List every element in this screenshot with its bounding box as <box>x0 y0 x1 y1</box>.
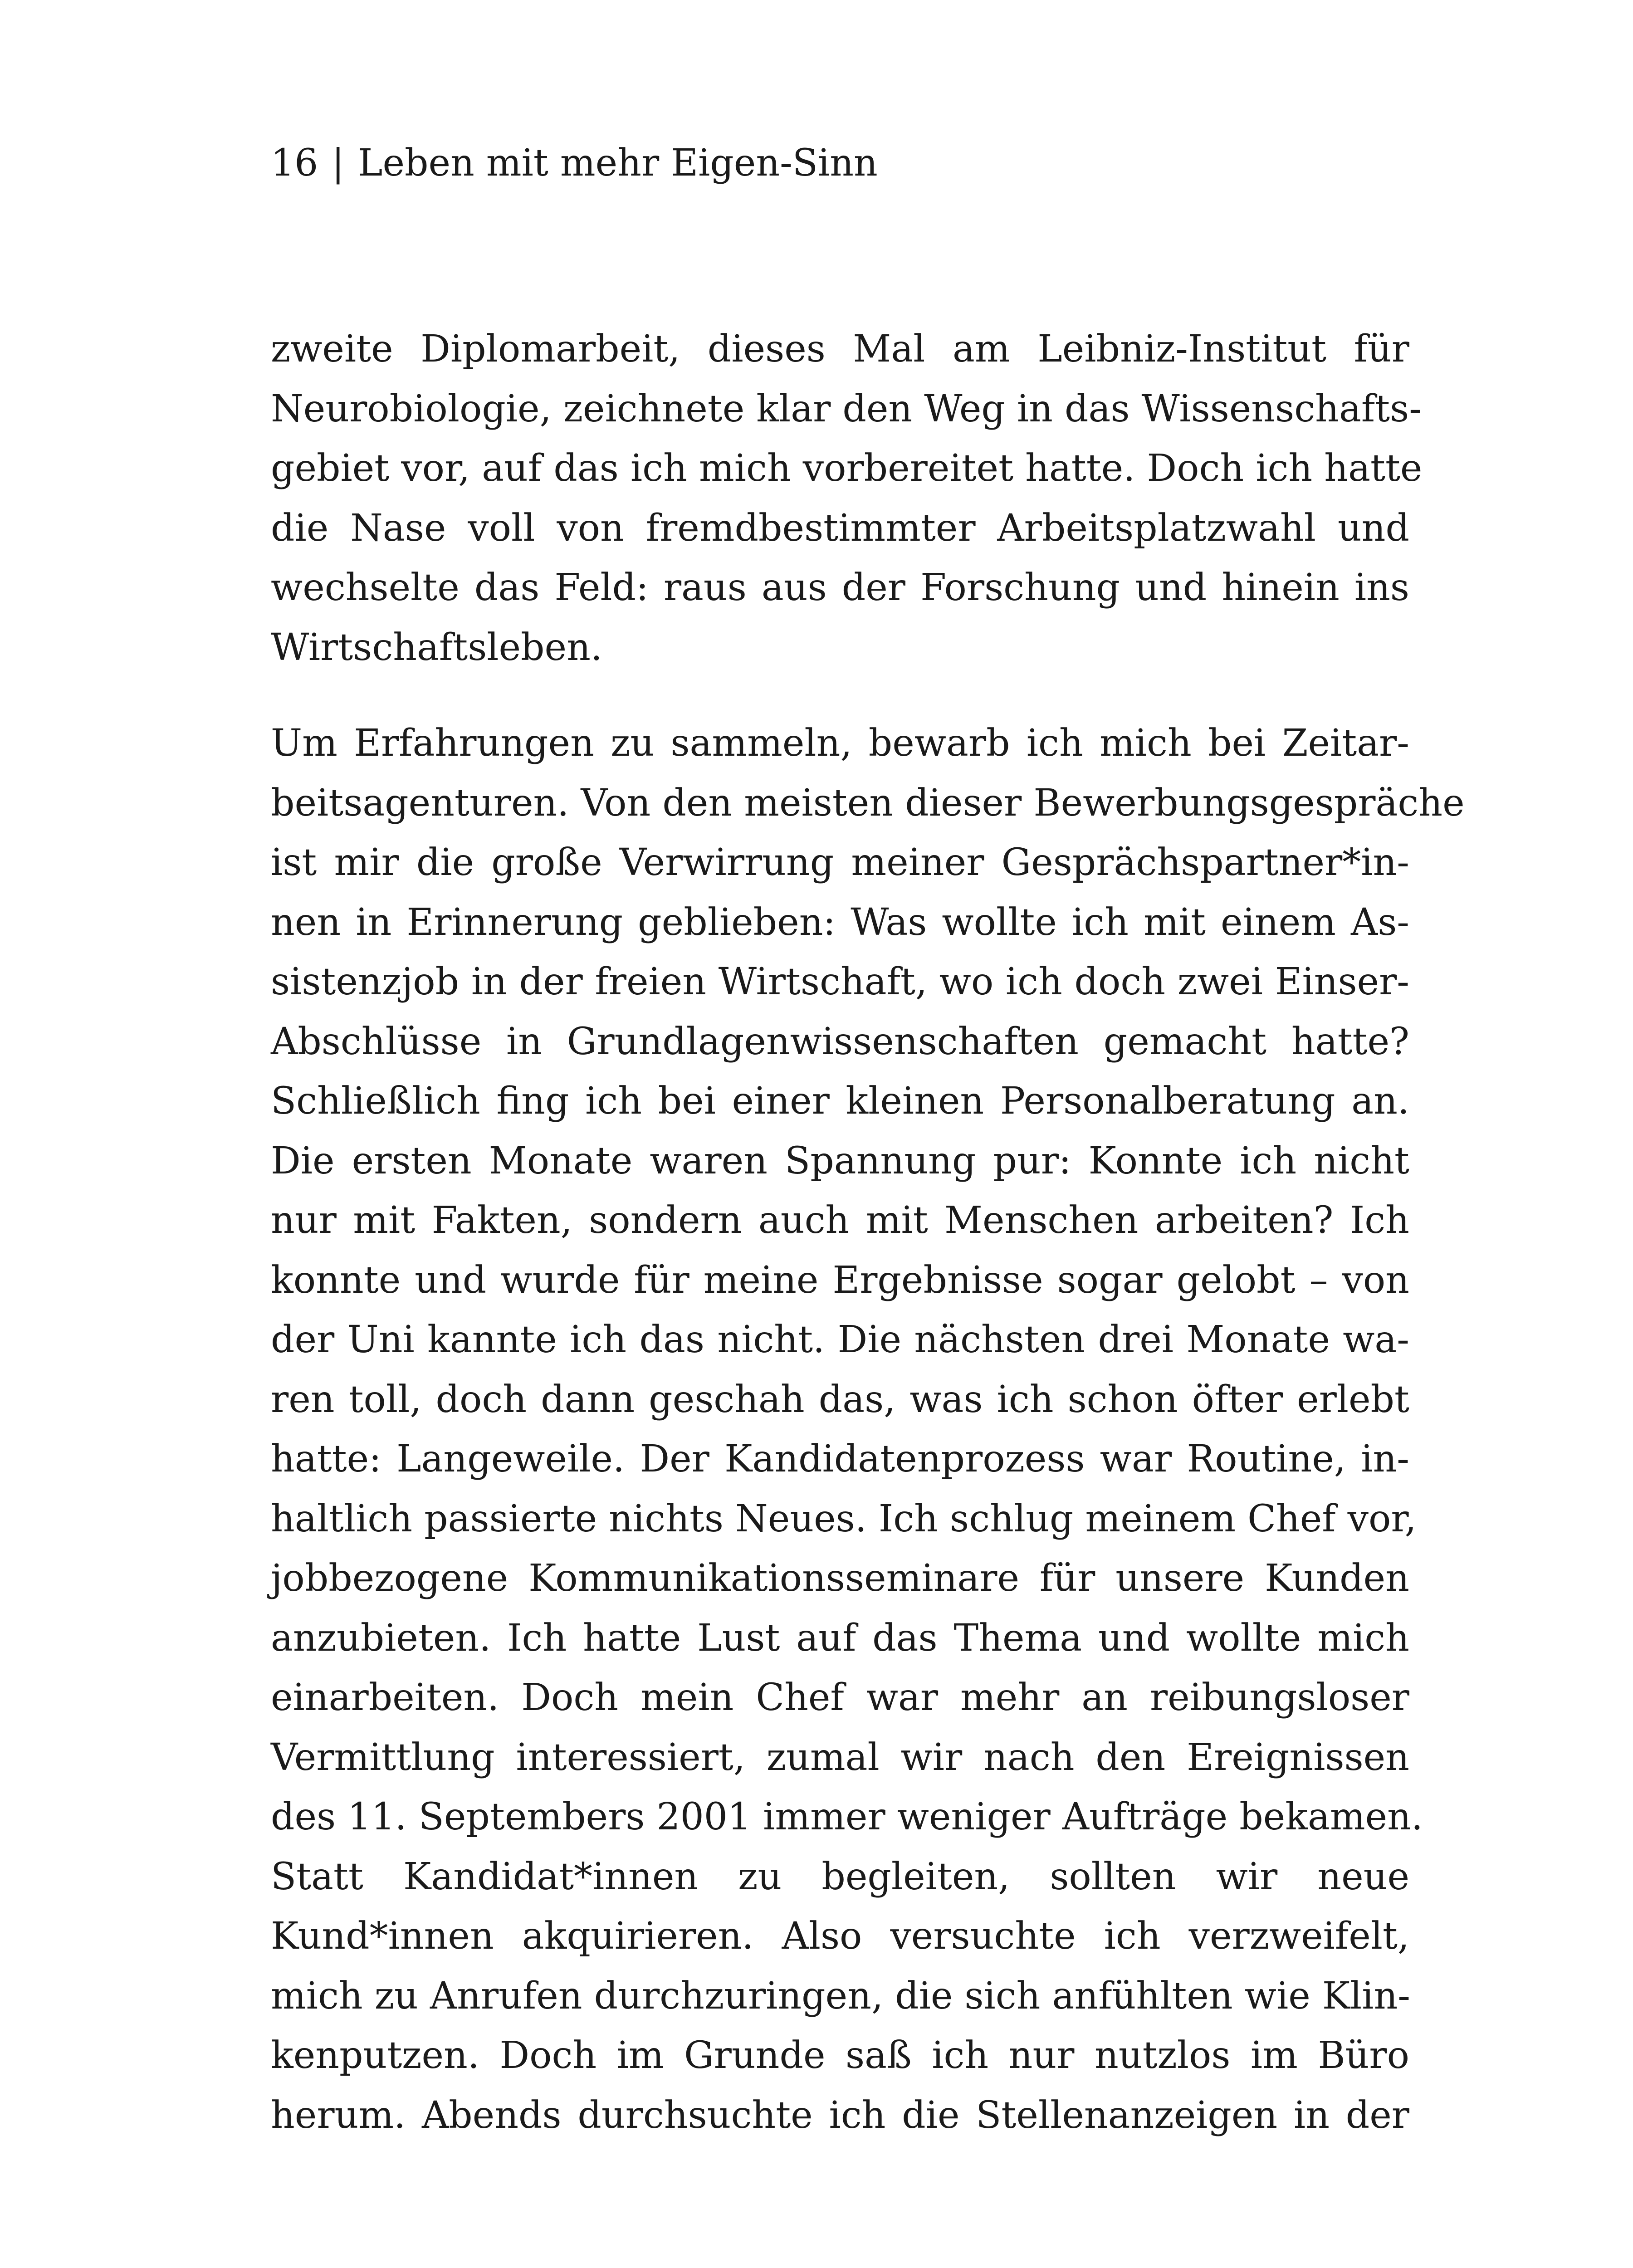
page-number: 16 <box>271 142 318 185</box>
text-line: nen in Erinnerung geblieben: Was wollte ich mit einem As- <box>271 900 1409 944</box>
text-line: Abschlüsse in Grundlagenwissenschaften gemacht hatte? <box>271 1020 1409 1063</box>
text-line: Kund*innen akquirieren. Also versuchte ich verzweifelt, <box>271 1915 1409 1958</box>
text-line: Vermittlung interessiert, zumal wir nach den Ereignissen <box>271 1735 1409 1779</box>
body-text <box>271 319 1465 2145</box>
text-line: ren toll, doch dann geschah das, was ich schon öfter erlebt <box>271 1378 1409 1421</box>
text-line: konnte und wurde für meine Ergebnisse sogar gelobt – von <box>271 1258 1409 1302</box>
text-line: sistenzjob in der freien Wirtschaft, wo ich doch zwei Einser- <box>271 960 1409 1003</box>
text-line: einarbeiten. Doch mein Chef war mehr an reibungsloser <box>271 1676 1409 1719</box>
text-line: ist mir die große Verwirrung meiner Gesprächspartner*in- <box>271 841 1409 884</box>
text-line: der Uni kannte ich das nicht. Die nächsten drei Monate wa- <box>271 1318 1409 1361</box>
text-line: wechselte das Feld: raus aus der Forschung und hinein ins <box>271 566 1409 609</box>
text-line: beitsagenturen. Von den meisten dieser Bewerbungsgespräche <box>271 781 1465 825</box>
text-line: Um Erfahrungen zu sammeln, bewarb ich mich bei Zeitar- <box>271 722 1409 765</box>
text-line: hatte: Langeweile. Der Kandidatenprozess war Routine, in- <box>271 1437 1409 1481</box>
running-title: Leben mit mehr Eigen-Sinn <box>357 142 878 185</box>
text-line: anzubieten. Ich hatte Lust auf das Thema und wollte mich <box>271 1616 1409 1660</box>
text-line: Schließlich fing ich bei einer kleinen Personalberatung an. <box>271 1080 1409 1123</box>
running-header <box>271 141 878 186</box>
paragraph-2 <box>271 714 1465 2145</box>
text-line: des 11. Septembers 2001 immer weniger Aufträge bekamen. <box>271 1795 1423 1838</box>
text-line: herum. Abends durchsuchte ich die Stellenanzeigen in der <box>271 2093 1409 2137</box>
header-separator: | <box>332 142 344 185</box>
text-line: mich zu Anrufen durchzuringen, die sich anfühlten wie Klin- <box>271 1974 1411 2018</box>
text-line: zweite Diplomarbeit, dieses Mal am Leibniz-Institut für <box>271 327 1409 371</box>
text-line: kenputzen. Doch im Grunde saß ich nur nutzlos im Büro <box>271 2034 1409 2077</box>
text-line: Wirtschaftsleben. <box>271 626 602 669</box>
text-line: gebiet vor, auf das ich mich vorbereitet hatte. Doch ich hatte <box>271 447 1423 490</box>
paragraph-gap <box>271 677 1409 714</box>
text-line: die Nase voll von fremdbestimmter Arbeitsplatzwahl und <box>271 506 1409 550</box>
text-line: jobbezogene Kommunikationsseminare für unsere Kunden <box>271 1557 1409 1600</box>
text-line: Die ersten Monate waren Spannung pur: Konnte ich nicht <box>271 1139 1409 1183</box>
text-line: nur mit Fakten, sondern auch mit Menschen arbeiten? Ich <box>271 1199 1409 1242</box>
text-line: Statt Kandidat*innen zu begleiten, sollten wir neue <box>271 1855 1409 1898</box>
text-line: haltlich passierte nichts Neues. Ich schlug meinem Chef vor, <box>271 1497 1417 1540</box>
paragraph-1 <box>271 319 1423 677</box>
text-line: Neurobiologie, zeichnete klar den Weg in das Wissenschafts- <box>271 387 1422 430</box>
